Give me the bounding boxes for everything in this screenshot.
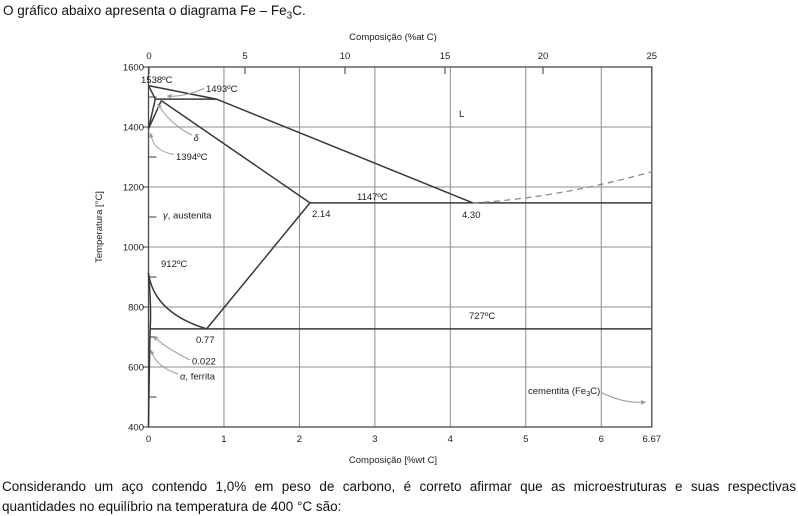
series-a3-gamma-alpha (149, 273, 207, 329)
bottom-axis-tick-label: 1 (221, 434, 227, 445)
series-acm-gamma-cementite (207, 203, 310, 329)
bottom-axis-tick-label: 4 (447, 434, 453, 445)
annotation-a430: 4.30 (462, 210, 481, 221)
bottom-axis-tick-label: 0 (145, 434, 152, 445)
top-axis-tick-label: 15 (439, 51, 451, 62)
leader-a0022 (154, 336, 191, 360)
y-axis-tick-label: 1600 (122, 62, 144, 74)
annotation-a0022: 0.022 (192, 356, 216, 368)
question-text (2, 477, 796, 516)
bottom-axis-tick-label: 6.67 (642, 434, 662, 445)
y-axis-tick-label: 1200 (122, 182, 144, 194)
annotation-a1538: 1538ºC (141, 75, 173, 86)
question-line-1: Considerando um aço contendo 1,0% em peso de carbono, é correto afirmar que as microestruturas e suas respectivas (2, 479, 796, 494)
series-delta-solvus (149, 99, 156, 129)
bottom-axis-labels (146, 434, 661, 445)
intro-text-main: O gráfico abaixo apresenta o diagrama Fe – Fe (3, 3, 287, 18)
intro-text-tail: C. (292, 3, 306, 18)
question-line-2: quantidades no equilíbrio na temperatura de 400 °C são: (2, 499, 342, 514)
annotation-a1493: 1493ºC (206, 84, 238, 95)
gridlines (149, 67, 652, 427)
annotation-a214: 2.14 (312, 209, 331, 220)
y-axis-tick-label: 600 (128, 362, 144, 374)
leader-acem (602, 393, 646, 403)
bottom-axis-tick-label: 2 (296, 434, 303, 445)
top-axis-labels (146, 51, 657, 62)
top-axis-tick-label: 5 (242, 51, 248, 62)
bottom-axis-tick-label: 5 (523, 434, 529, 445)
top-axis-tick-label: 10 (339, 51, 351, 62)
leader-a1394 (151, 133, 174, 155)
annotation-adelta: δ (193, 133, 199, 144)
annotation-a077: 0.77 (196, 335, 215, 346)
fe3c-subscript: 3 (286, 10, 293, 22)
series-gamma-delta-boundary (149, 101, 162, 129)
annotation-agamma: γ, austenita (163, 210, 212, 222)
annotation-aL: L (459, 109, 465, 120)
series-liquidus (149, 86, 473, 203)
leader-lines (151, 89, 646, 403)
top-axis-title: Composição (%at C) (349, 32, 437, 43)
annotation-acem: cementita $(Fe_3C)$ (528, 386, 601, 398)
annotations (141, 75, 600, 398)
bottom-axis-title: Composição [%wt C] (348, 455, 438, 466)
y-axis-tick-label: 1000 (122, 242, 144, 254)
y-axis-tick-label: 1400 (122, 122, 144, 134)
top-axis-tick-label: 25 (646, 51, 658, 62)
bottom-axis-tick-label: 6 (598, 434, 604, 445)
y-axis-tick-label: 400 (128, 422, 144, 434)
leader-aalpha (151, 350, 178, 374)
annotation-a1394: 1394ºC (176, 152, 208, 163)
annotation-a727: 727ºC (469, 311, 496, 322)
top-axis-tick-label: 0 (146, 51, 152, 62)
y-axis-tick-label: 800 (128, 302, 144, 314)
annotation-a912: 912ºC (161, 259, 188, 270)
annotation-a1147: 1147ºC (357, 192, 388, 203)
top-axis-tick-label: 20 (537, 51, 549, 62)
y-axis-labels (123, 62, 144, 433)
y-axis-title: Temperatura [°C] (94, 191, 105, 263)
annotation-aalpha: α, ferrita (180, 371, 215, 383)
bottom-axis-tick-label: 3 (372, 434, 378, 445)
leader-adelta (158, 104, 193, 135)
